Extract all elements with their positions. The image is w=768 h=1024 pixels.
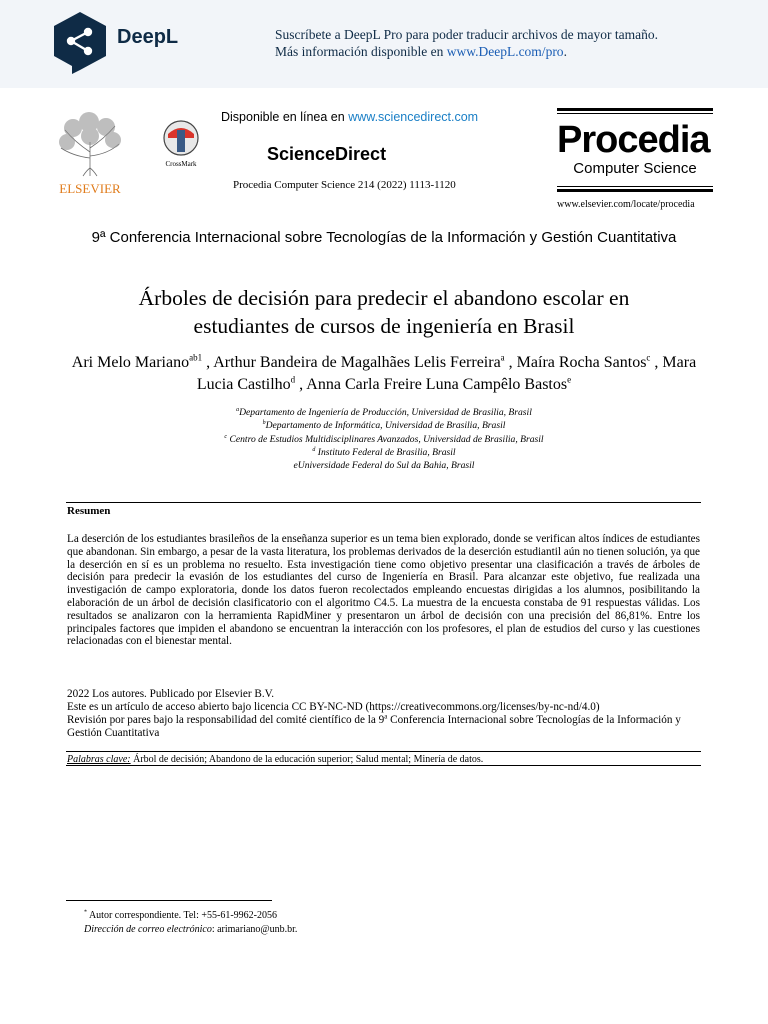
email-label: Dirección de correo electrónico	[84, 923, 212, 935]
affiliation-sup: b	[262, 420, 266, 427]
review-line	[67, 714, 700, 740]
affiliation	[150, 446, 618, 459]
crossmark-label: CrossMark	[165, 160, 197, 168]
procedia-rule	[557, 189, 713, 192]
sciencedirect-link[interactable]: www.sciencedirect.com	[348, 110, 479, 124]
procedia-logo	[557, 108, 713, 192]
journal-citation: Procedia Computer Science 214 (2022) 1113-1120	[233, 179, 456, 191]
title-line: estudiantes de cursos de ingeniería en Brasil	[193, 314, 575, 338]
deepl-banner	[0, 0, 768, 88]
deepl-brand-name: DeepL	[117, 26, 179, 48]
corresponding-author	[84, 909, 297, 923]
author-list: Ari Melo Mariano$^{ab1}$ , Arthur Bandeira de Magalhães Lelis Ferreira$^a$ , Maíra Rocha Santos$^c$ , Mara Lucia Castilho$^d$ , Anna Carla Freire Luna Campêlo Bastos$^e$	[71, 352, 697, 393]
procedia-wordmark: Procedia	[557, 119, 710, 161]
license-suffix: )	[595, 701, 600, 713]
footnote	[84, 909, 297, 936]
deepl-pro-link[interactable]: www.DeepL.com/pro	[446, 44, 564, 59]
affiliation-sup: a	[236, 406, 240, 413]
review-sup: a	[384, 712, 388, 721]
elsevier-logo-text: ELSEVIER	[59, 181, 121, 196]
title-line: Árboles de decisión para predecir el abandono escolar en	[138, 286, 630, 310]
procedia-rule	[557, 186, 713, 187]
keywords-list: Árbol de decisión; Abandono de la educación superior; Salud mental; Minería de datos.	[130, 754, 484, 765]
affiliation	[150, 406, 618, 419]
email-line	[84, 923, 297, 937]
procedia-rule	[557, 108, 713, 111]
affiliations	[150, 406, 618, 472]
review-suffix: Conferencia Internacional sobre Tecnologías de la Información y Gestión Cuantitativa	[67, 714, 681, 739]
abstract-top-rule	[66, 502, 701, 503]
footnote-phone: Autor correspondiente. Tel: +55-61-9962-2056	[87, 910, 277, 921]
paper-title	[70, 284, 698, 340]
keywords-bottom-rule	[66, 765, 701, 766]
journal-url[interactable]: www.elsevier.com/locate/procedia	[557, 199, 695, 210]
affiliation-sup: c	[224, 433, 228, 440]
author-sup: d	[290, 374, 296, 385]
sciencedirect-title: ScienceDirect	[267, 144, 387, 164]
author-sup: a	[500, 352, 505, 363]
keywords-label: Palabras clave:	[67, 754, 131, 765]
abstract-body: La deserción de los estudiantes brasileños de la enseñanza superior es un tema bien explorado, donde se verifican altos índices de estudiantes que abandonan. Sin embargo, a pesar de la vasta literatura, los problemas derivados de la deserción estudiantil aún no tienen solución, ya que la deserción en sí es un problema no resuelto. Esta investigación tiene como objetivo presentar una clasificación a través de árboles de decisión para predecir la evasión de los estudiantes del curso de Ingeniería en Brasil. Para alcanzar este objetivo, fue realizada una investigación de campo exploratoria, donde los datos fueron recolectados empleando encuestas dirigidas a los alumnos, posibilitando la elaboración de un árbol de decisión clasificatorio con el algoritmo C4.5. La muestra de la encuesta constaba de 91 respuestas válidas. Los resultados se analizaron con la herramienta RapidMiner y presentaron un árbol de decisión con una precisión del 86,81%. Entre los principales factores que impiden el abandono se encuentran la interacción con los profesores, el plan de estudios del curso y las cuestiones relacionadas con el bienestar mental.	[67, 533, 700, 648]
footnote-rule	[66, 900, 272, 901]
email-address[interactable]: : arimariano@unb.br.	[211, 923, 298, 935]
review-prefix: Revisión por pares bajo la responsabilidad del comité científico de la 9	[67, 714, 385, 726]
author-name: Maíra Rocha Santos	[516, 354, 647, 371]
promo-line-2-suffix: .	[563, 44, 567, 59]
promo-line-2-prefix: Más información disponible en	[275, 44, 447, 59]
affiliation-text: Centro de Estudios Multidisciplinares Avanzados, Universidad de Brasilia, Brasil	[227, 433, 544, 445]
promo-line-2	[275, 43, 658, 60]
copyright-line: 2022 Los autores. Publicado por Elsevier B.V.	[67, 688, 275, 700]
author-sup: c	[646, 352, 651, 363]
keywords-top-rule	[66, 751, 701, 752]
affiliation	[150, 433, 618, 446]
affiliation-text: Instituto Federal de Brasilia, Brasil	[315, 446, 456, 458]
elsevier-logo	[53, 112, 127, 196]
deepl-promo-text	[275, 26, 658, 60]
promo-line-1: Suscríbete a DeepL Pro para poder traducir archivos de mayor tamaño.	[275, 27, 658, 42]
deepl-logo-icon[interactable]	[52, 10, 108, 76]
abstract-heading: Resumen	[67, 505, 111, 517]
author-name: Ari Melo Mariano	[71, 354, 190, 371]
affiliation-text: eUniversidade Federal do Sul da Bahia, Brasil	[293, 460, 475, 472]
available-prefix: Disponible en línea en	[221, 110, 349, 124]
author-name: Arthur Bandeira de Magalhães Lelis Ferreira	[213, 354, 501, 371]
affiliation	[150, 419, 618, 432]
procedia-subtitle: Computer Science	[573, 160, 697, 177]
footnote-marker: *	[84, 909, 87, 916]
author-name: Anna Carla Freire Luna Campêlo Bastos	[306, 376, 568, 393]
license-link[interactable]: https://creativecommons.org/licenses/by-nc-nd/4.0	[369, 701, 596, 713]
author-sup: ab1	[189, 352, 203, 363]
keywords	[67, 754, 483, 765]
procedia-rule	[557, 113, 713, 114]
affiliation-text: Departamento de Ingeniería de Producción, Universidad de Brasilia, Brasil	[239, 407, 532, 418]
affiliation-sup: d	[312, 446, 316, 453]
conference-name: 9ª Conferencia Internacional sobre Tecnologías de la Información y Gestión Cuantitativa	[91, 229, 677, 246]
affiliation-text: Departamento de Informática, Universidad de Brasilia, Brasil	[265, 420, 506, 432]
available-online	[221, 110, 478, 124]
crossmark-icon[interactable]	[158, 118, 204, 168]
author-sup: e	[567, 374, 572, 385]
affiliation	[150, 459, 618, 472]
author-name: Mara Lucia Castilho	[196, 354, 697, 393]
license-prefix: Este es un artículo de acceso abierto bajo licencia CC BY-NC-ND (	[67, 701, 370, 713]
license-block	[67, 688, 700, 740]
